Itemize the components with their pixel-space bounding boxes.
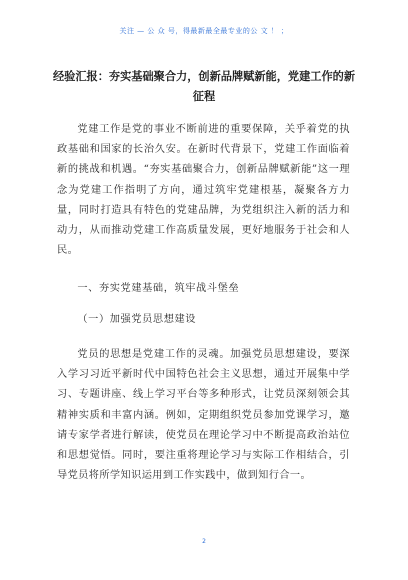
body-paragraph: 党员的思想是党建工作的灵魂。加强党员思想建设，要深入学习习近平新时代中国特色社会主义思想，通过开展集中学习、专题讲座、线上学习平台等多种形式，让党员深刻领会其精神实质和丰富内涵。例如，定期组织党员参加党课学习，邀请专家学者进行解读，使党员在理论学习中不断提高政治站位和思想觉悟。同时，要注重将理论学习与实际工作相结合，引导党员将所学知识运用到工作实践中，做到知行合一。	[57, 349, 350, 482]
document-title: 经验汇报：夯实基础聚合力，创新品牌赋新能，党建工作的新征程	[52, 69, 356, 103]
header-banner[interactable]: 关注 — 公 众 号，得最新最全最专业的公 文 ！ ；	[119, 27, 289, 35]
intro-paragraph: 党建工作是党的事业不断前进的重要保障，关乎着党的执政基础和国家的长治久安。在新时代背景下，党建工作面临着新的挑战和机遇。“夯实基础聚合力，创新品牌赋新能”这一理念为党建工作指明了方向，通过筑牢党建根基，凝聚各方力量，同时打造具有特色的党建品牌，为党组织注入新的活力和动力，从而推动党建工作高质量发展，更好地服务于社会和人民。	[57, 124, 350, 257]
sub-heading: （一）加强党员思想建设	[77, 314, 197, 325]
page-number: 2	[202, 538, 206, 545]
section-heading: 一、夯实党建基础，筑牢战斗堡垒	[77, 283, 240, 294]
